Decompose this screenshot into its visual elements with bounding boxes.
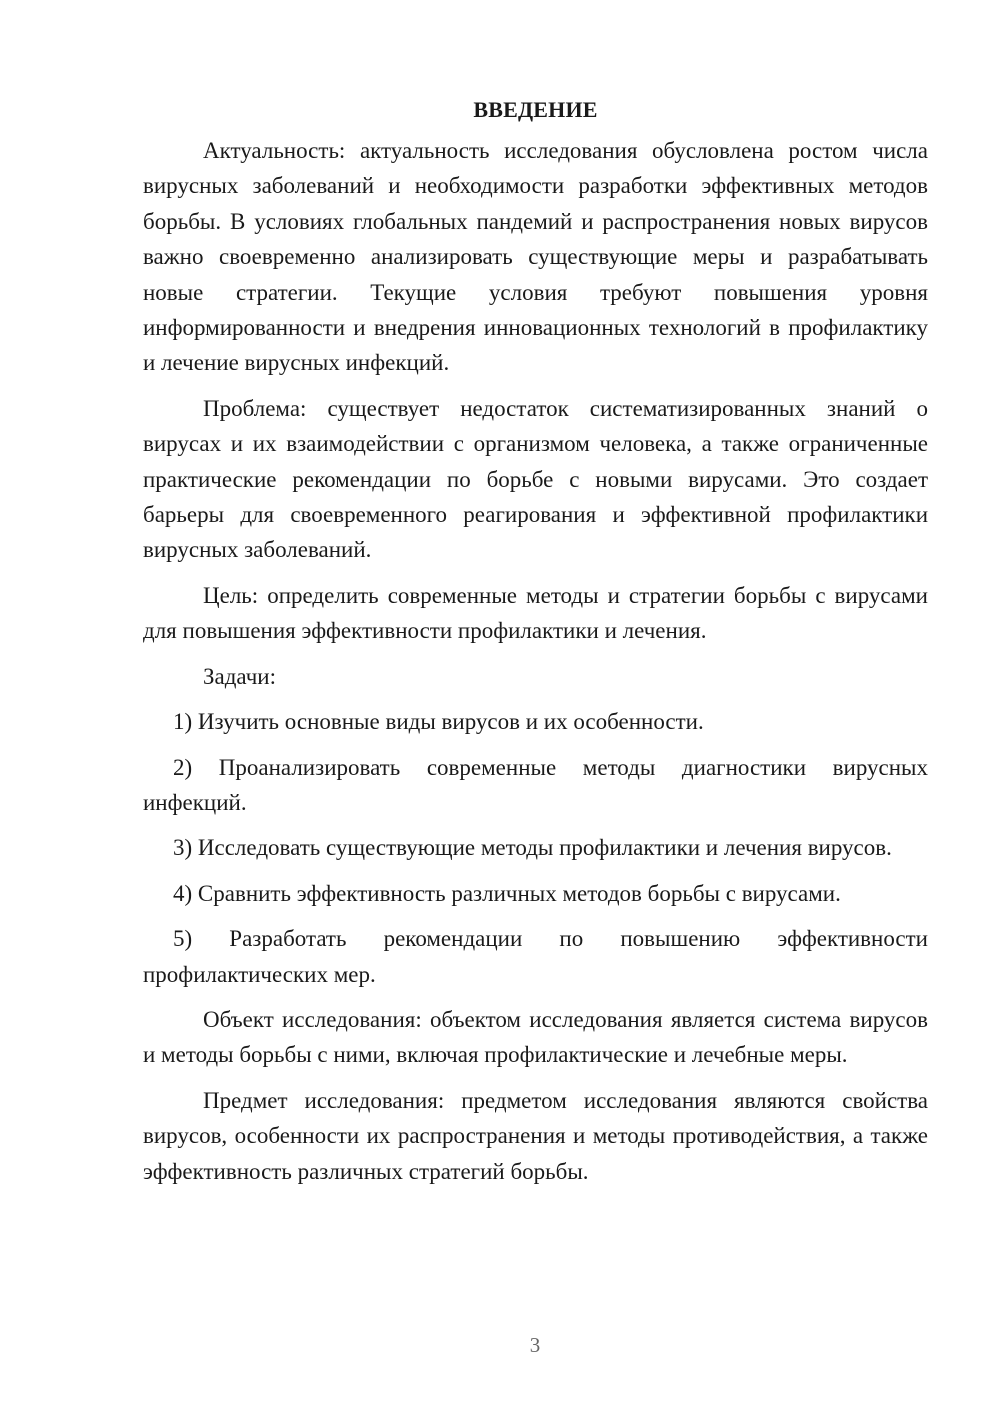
task-item-5: 5) Разработать рекомендации по повышению эффективности профилактических мер. bbox=[143, 926, 928, 987]
task-item-4: 4) Сравнить эффективность различных методов борьбы с вирусами. bbox=[173, 880, 841, 906]
tasks-label: Задачи: bbox=[203, 663, 276, 689]
goal-paragraph: Цель: определить современные методы и стратегии борьбы с вирусами для повышения эффективности профилактики и лечения. bbox=[143, 582, 928, 644]
section-heading: ВВЕДЕНИЕ bbox=[473, 97, 598, 122]
object-paragraph: Объект исследования: объектом исследования является система вирусов и методы борьбы с ними, включая профилактические и лечебные меры. bbox=[143, 1006, 928, 1068]
subject-paragraph: Предмет исследования: предметом исследования являются свойства вирусов, особенности их распространения и методы противодействия, а также эффективность различных стратегий борьбы. bbox=[143, 1087, 928, 1184]
document-body bbox=[143, 95, 928, 1199]
relevance-paragraph: Актуальность: актуальность исследования обусловлена ростом числа вирусных заболеваний и необходимости разработки эффективных методов борьбы. В условиях глобальных пандемий и распространения новых вирусов важно своевременно анализировать существующие меры и разрабатывать новые стратегии. Текущие условия требуют повышения уровня информированности и внедрения инновационных технологий в профилактику и лечение вирусных инфекций. bbox=[143, 138, 928, 376]
task-item-2: 2) Проанализировать современные методы диагностики вирусных инфекций. bbox=[143, 754, 928, 815]
task-item-3: 3) Исследовать существующие методы профилактики и лечения вирусов. bbox=[173, 835, 892, 861]
page-number: 3 bbox=[529, 1333, 541, 1357]
task-item-1: 1) Изучить основные виды вирусов и их особенности. bbox=[173, 709, 704, 735]
problem-paragraph: Проблема: существует недостаток систематизированных знаний о вирусах и их взаимодействии с организмом человека, а также ограниченные практические рекомендации по борьбе с новыми вирусами. Это создает барьеры для своевременного реагирования и эффективной профилактики вирусных заболеваний. bbox=[143, 395, 928, 563]
